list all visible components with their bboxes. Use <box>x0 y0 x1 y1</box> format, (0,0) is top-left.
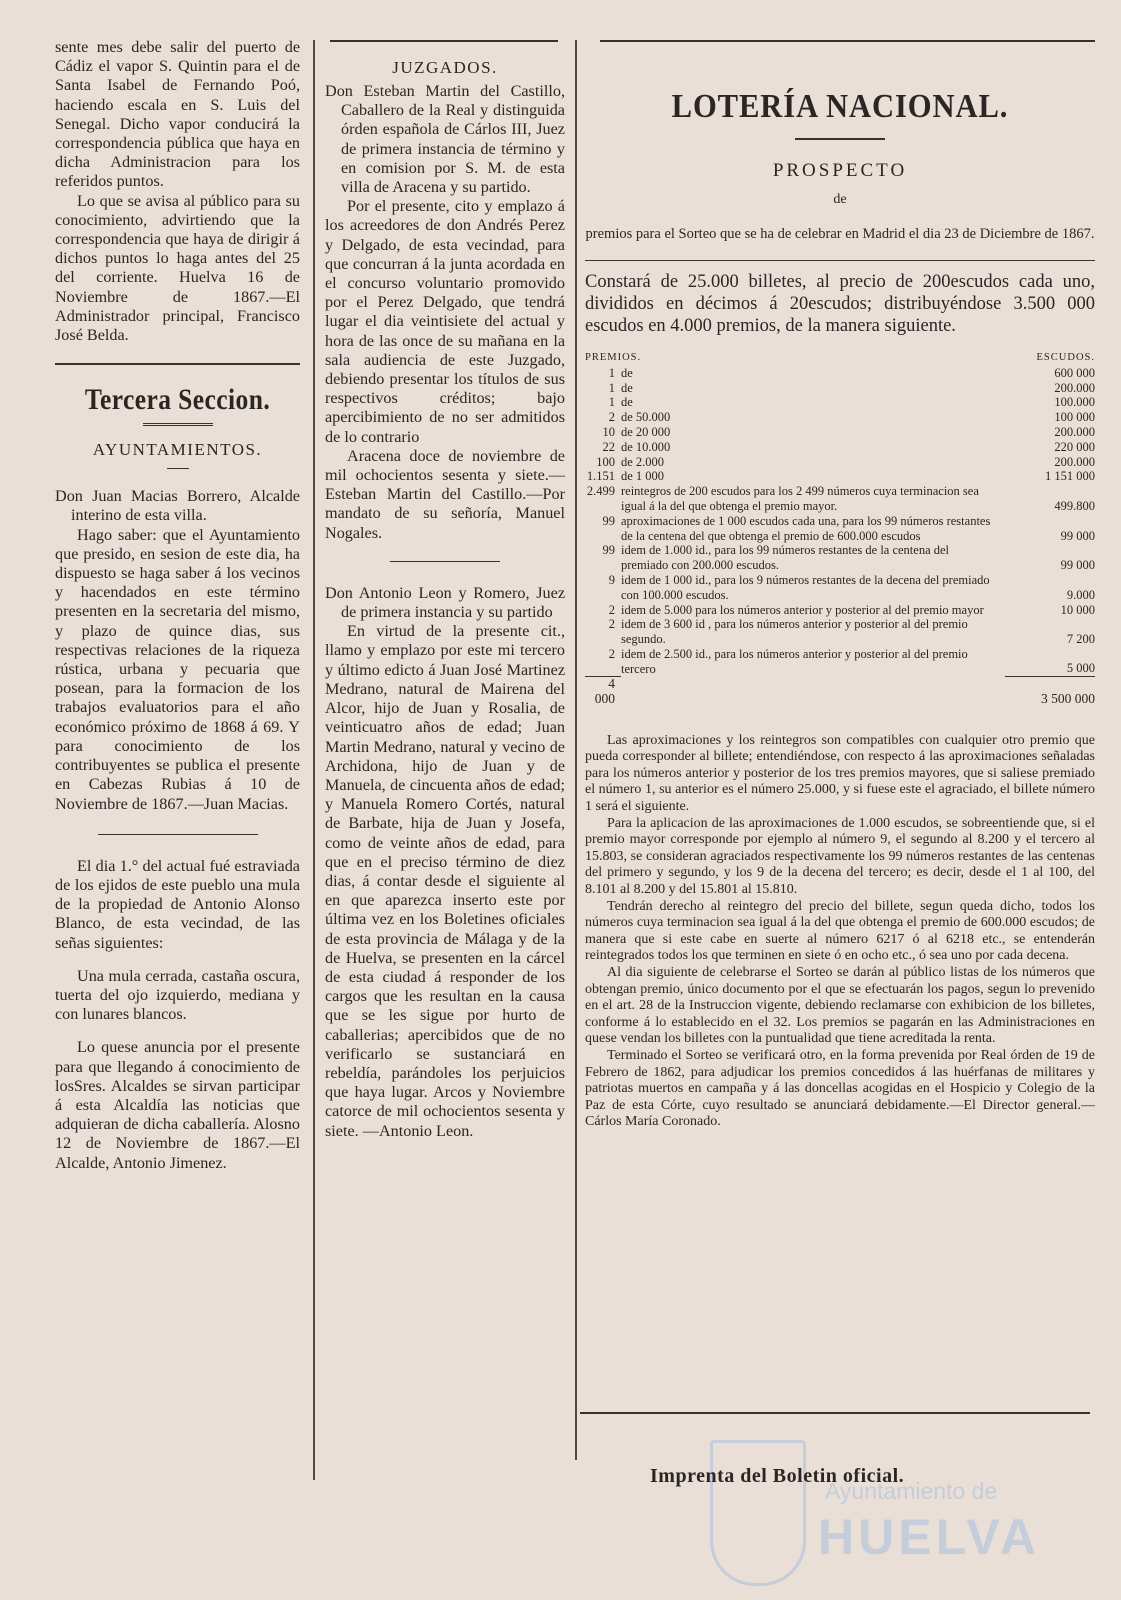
prize-description: idem de 5.000 para los números anterior y posterior al del premio mayor <box>621 602 984 617</box>
prize-row <box>585 455 1095 470</box>
prospecto-heading: PROSPECTO <box>772 160 908 181</box>
notice-heading: Don Antonio Leon y Romero, Juez de primera instancia y su partido <box>325 583 565 622</box>
footer-rule <box>580 1412 1090 1414</box>
notice-paragraph: Una mula cerrada, castaña oscura, tuerta del ojo izquierdo, mediana y con lunares blancos. <box>55 966 300 1024</box>
notice-heading: Don Esteban Martin del Castillo, Caballero de la Real y distinguida órden española de Cárlos III, Juez de primera instancia de término y en comision por S. M. de esta villa de Aracena y su partido. <box>325 82 565 197</box>
prize-count: 99 <box>602 543 615 558</box>
prize-row <box>585 395 1095 410</box>
prize-count: 1.151 <box>586 469 615 484</box>
lottery-paragraph: Al dia siguiente de celebrarse el Sorteo se darán al público listas de los números que obtengan premio, único documento por el que se efectuarán los pagos, segun lo prevenido en el art. 28 de la Instruccion vigente, debiendo reclamarse con exhibicion de los billetes, conforme á lo establecido en el 32. Los premios se pagarán en las Administraciones en quese vendan los billetes con la puntualidad que tiene acreditada la renta. <box>585 964 1095 1047</box>
prize-count: 100 <box>596 454 615 469</box>
prize-row <box>585 573 1095 603</box>
notice-paragraph: Lo que se avisa al público para su conocimiento, advirtiendo que la correspondencia que haya de dirigir á dichos puntos lo haga antes del 25 del corriente. Huelva 16 de Noviembre de 1867.—El Administrador principal, Francisco José Belda. <box>55 191 300 345</box>
column-1 <box>55 38 300 1173</box>
archive-watermark <box>710 1420 1070 1590</box>
prize-amount: 1 151 000 <box>1045 469 1095 484</box>
prize-count: 10 <box>602 424 615 439</box>
notice-paragraph: Por el presente, cito y emplazo á los acreedores de don Andrés Perez y Delgado, de esta vecindad, para que concurran á la junta acordada en el concurso voluntario promovido por el Perez Delgado, que tendrá lugar el dia veintisiete del actual y hora de las once de su mañana en la sala audiencia de este Juzgado, debiendo presentar los títulos de sus respectivos créditos; bajo apercibimiento de no ser admitidos de lo contrario <box>325 197 565 446</box>
prize-count: 2 <box>608 410 615 425</box>
short-rule <box>390 561 500 562</box>
prize-description: de 50.000 <box>621 410 671 425</box>
notice-paragraph: El dia 1.° del actual fué estraviada de los ejidos de este pueblo una mula de la propiedad de Antonio Alonso Blanco, de esta vecindad, de las señas siguientes: <box>55 856 300 952</box>
prize-amount: 220 000 <box>1054 439 1095 454</box>
notice-paragraph: sente mes debe salir del puerto de Cádiz el vapor S. Quintin para el de Santa Isabel de Fernando Poó, haciendo escala en S. Luis del Senegal. Dicho vapor conducirá la correspondencia pública que haya en dicha Administracion para los referidos puntos. <box>55 38 300 191</box>
section-title: Tercera Seccion. <box>84 383 271 417</box>
lottery-title: LOTERÍA NACIONAL. <box>671 88 1009 125</box>
prize-count: 99 <box>602 513 615 528</box>
notice-paragraph: Lo quese anuncia por el presente para que llegando á conocimiento de losSres. Alcaldes se sirvan participar á esta Alcaldía las noticias que adquieran de dicha caballería. Alosno 12 de Noviembre de 1867.—El Alcalde, Antonio Jimenez. <box>55 1038 300 1172</box>
prize-row <box>585 440 1095 455</box>
coat-of-arms-icon <box>710 1440 806 1586</box>
prize-row <box>585 381 1095 396</box>
prize-table <box>585 351 1095 707</box>
divider <box>585 260 1095 261</box>
prize-amount: 9.000 <box>1066 587 1095 602</box>
notice-paragraph: En virtud de la presente cit., llamo y emplazo por este mi tercero y último edicto á Juan José Martinez Medrano, natural de Mairena del Alcor, hijo de Juan y Rosalia, de veinticuatro años de edad; Juan Martin Medrano, natural y vecino de Archidona, hijo de Juan y de Manuela, de cincuenta años de edad; y Manuela Romero Cortés, natural de Barbate, hija de Juan y Josefa, como de veinte años de edad, para que en el preciso término de diez dias, á contar desde el siguiente al en que aparezca inserto este por última vez en los Boletines oficiales de esta provincia de Málaga y de la de Huelva, se presenten en la cárcel de esta ciudad á responder de los cargos que les resultan en la causa que se les sigue por hurto de caballerias; apercibidos que de no verificarlo se sustanciará en rebeldía, parándoles los perjuicios que haya lugar. Arcos y Noviembre catorce de mil ochocientos sesenta y siete. —Antonio Leon. <box>325 622 565 1140</box>
prize-amount: 499.800 <box>1054 498 1095 513</box>
column-2 <box>325 38 565 1141</box>
prize-description: de 20 000 <box>621 424 671 439</box>
prize-row <box>585 469 1095 484</box>
prize-row <box>585 425 1095 440</box>
subheading: JUZGADOS. <box>392 58 498 77</box>
notice-paragraph: Aracena doce de noviembre de mil ochocientos sesenta y siete.—Esteban Martin del Castillo.—Por mandato de su señoría, Manuel Nogales. <box>325 446 565 542</box>
prize-description: de <box>621 395 633 410</box>
lottery-paragraph: Las aproximaciones y los reintegros son compatibles con cualquier otro premio que pueda corresponder al billete; entendiéndose, con respecto á las aproximaciones señaladas para los números anterior y posterior de los tres premios mayores, que si saliese premiado el número 1, su anterior es el número 25.000, y si fuese este el agraciado, el billete número 1 será el siguiente. <box>585 732 1095 814</box>
prize-amount: 5 000 <box>1066 661 1095 676</box>
premios-header: PREMIOS. <box>585 352 642 363</box>
prize-amount: 600 000 <box>1054 365 1095 380</box>
prize-row <box>585 366 1095 381</box>
prize-count: 1 <box>608 380 615 395</box>
lottery-paragraph: Para la aplicacion de las aproximaciones de 1.000 escudos, se sobreentiende que, si el premio mayor corresponde por ejemplo al número 9, el segundo al 8.200 y el tercero al 15.803, se consideran agraciados respectivamente los 99 números restantes de las centenas del primero y segundo, y los 9 de la decena del tercero; es decir, desde el 1 al 100, del 8.101 al 8.200 y del 15.801 al 15.810. <box>585 815 1095 897</box>
column-rule-right <box>575 40 577 1460</box>
prize-row <box>585 647 1095 677</box>
total-escudos: 3 500 000 <box>1005 677 1095 707</box>
prize-amount: 99 000 <box>1060 558 1095 573</box>
prize-amount: 200.000 <box>1054 424 1095 439</box>
prize-amount: 100 000 <box>1054 410 1095 425</box>
prize-description: de <box>621 380 633 395</box>
prize-count: 9 <box>608 572 615 587</box>
lottery-intro: Constará de 25.000 billetes, al precio de 200escudos cada uno, divididos en décimos á 20escudos; distribuyéndose 3.500 000 escudos en 4.000 premios, de la manera siguiente. <box>585 272 1095 336</box>
prize-description: aproximaciones de 1 000 escudos cada una, para los 99 números restantes de la centena del que obtenga el premio de 600.000 escudos <box>621 513 991 543</box>
prize-count: 1 <box>608 395 615 410</box>
short-rule <box>98 834 258 835</box>
prize-amount: 7 200 <box>1066 632 1095 647</box>
prize-count: 22 <box>602 439 615 454</box>
column-3 <box>585 38 1095 1131</box>
escudos-header: ESCUDOS. <box>1036 352 1095 363</box>
lottery-paragraph: Terminado el Sorteo se verificará otro, en la forma prevenida por Real órden de 19 de Febrero de 1862, para adjudicar los premios concedidos á las huérfanas de militares y patriotas muertos en campaña y á las doncellas acogidas en el Hospicio y Colegio de la Paz de esta Córte, cuyo resultado se anunciará debidamente.—El Director general.—Cárlos María Coronado. <box>585 1047 1095 1130</box>
prize-row <box>585 617 1095 647</box>
ornament-rule <box>795 138 885 140</box>
prize-description: de 10.000 <box>621 439 671 454</box>
prize-amount: 200.000 <box>1054 454 1095 469</box>
prize-description: de 1 000 <box>621 469 665 484</box>
section-rule <box>55 363 300 365</box>
prize-description: de <box>621 365 633 380</box>
prize-description: idem de 1.000 id., para los 99 números restantes de la centena del premiado con 200.000 escudos. <box>621 543 950 573</box>
prize-description: idem de 3 600 id , para los números anterior y posterior al del premio segundo. <box>621 617 968 647</box>
notice-paragraph: Hago saber: que el Ayuntamiento que presido, en sesion de este dia, ha dispuesto se haga saber á los vecinos y hacendados en este término presenten en la secretaria del mismo, y plazo de quince dias, sus respectivas relaciones de la riqueza rústica, urbana y pecuaria que posean, para la formacion de los trabajos evaluatorios para el año económico próximo de 1868 á 69. Y para conocimiento de los contribuyentes se publica el presente en Cabezas Rubias á 10 de Noviembre de 1867.—Juan Macias. <box>55 525 300 813</box>
prize-row <box>585 543 1095 573</box>
lottery-paragraph: Tendrán derecho al reintegro del precio del billete, segun queda dicho, todos los números cuya terminacion sea igual á la del que obtenga el premio de 600.000 escudos; de manera que si este cabe en suerte al número 6217 ó al 6218 etc., se entenderán reintegrados todos los que terminen en siete ó en ocho etc., ó sea uno por cada decena. <box>585 898 1095 964</box>
prize-amount: 200.000 <box>1054 380 1095 395</box>
prize-description: reintegros de 200 escudos para los 2 499 números cuya terminacion sea igual á la del que obtenga el premio mayor. <box>621 484 979 513</box>
watermark-line-1: Ayuntamiento de <box>825 1478 998 1504</box>
prize-description: idem de 1 000 id., para los 9 números restantes de la decena del premiado con 100.000 escudos. <box>621 572 990 602</box>
prize-row <box>585 410 1095 425</box>
prize-description: idem de 2.500 id., para los números anterior y posterior al del premio tercero <box>621 646 968 676</box>
total-prizes: 4 000 <box>585 677 621 707</box>
column-rule-left <box>313 40 315 1480</box>
prospecto-lead: premios para el Sorteo que se ha de celebrar en Madrid el dia 23 de Diciembre de 1867. <box>585 226 1095 242</box>
prize-amount: 10 000 <box>1060 602 1095 617</box>
notice-heading: Don Juan Macias Borrero, Alcalde interino de esta villa. <box>55 487 300 525</box>
prize-count: 2 <box>608 617 615 632</box>
short-rule <box>167 468 189 469</box>
prize-row <box>585 514 1095 544</box>
prospecto-de: de <box>833 192 847 207</box>
prize-row <box>585 603 1095 618</box>
printer-imprint: Imprenta del Boletin oficial. <box>650 1465 905 1487</box>
prize-amount: 100.000 <box>1054 395 1095 410</box>
subheading: AYUNTAMIENTOS. <box>92 440 263 460</box>
prize-count: 2 <box>608 646 615 661</box>
ornament-rule <box>143 423 213 426</box>
prize-count: 1 <box>608 365 615 380</box>
watermark-line-2: HUELVA <box>818 1509 1041 1565</box>
prize-row <box>585 484 1095 514</box>
prize-amount: 99 000 <box>1060 528 1095 543</box>
prize-description: de 2.000 <box>621 454 665 469</box>
prize-count: 2.499 <box>586 484 615 499</box>
prize-count: 2 <box>608 602 615 617</box>
